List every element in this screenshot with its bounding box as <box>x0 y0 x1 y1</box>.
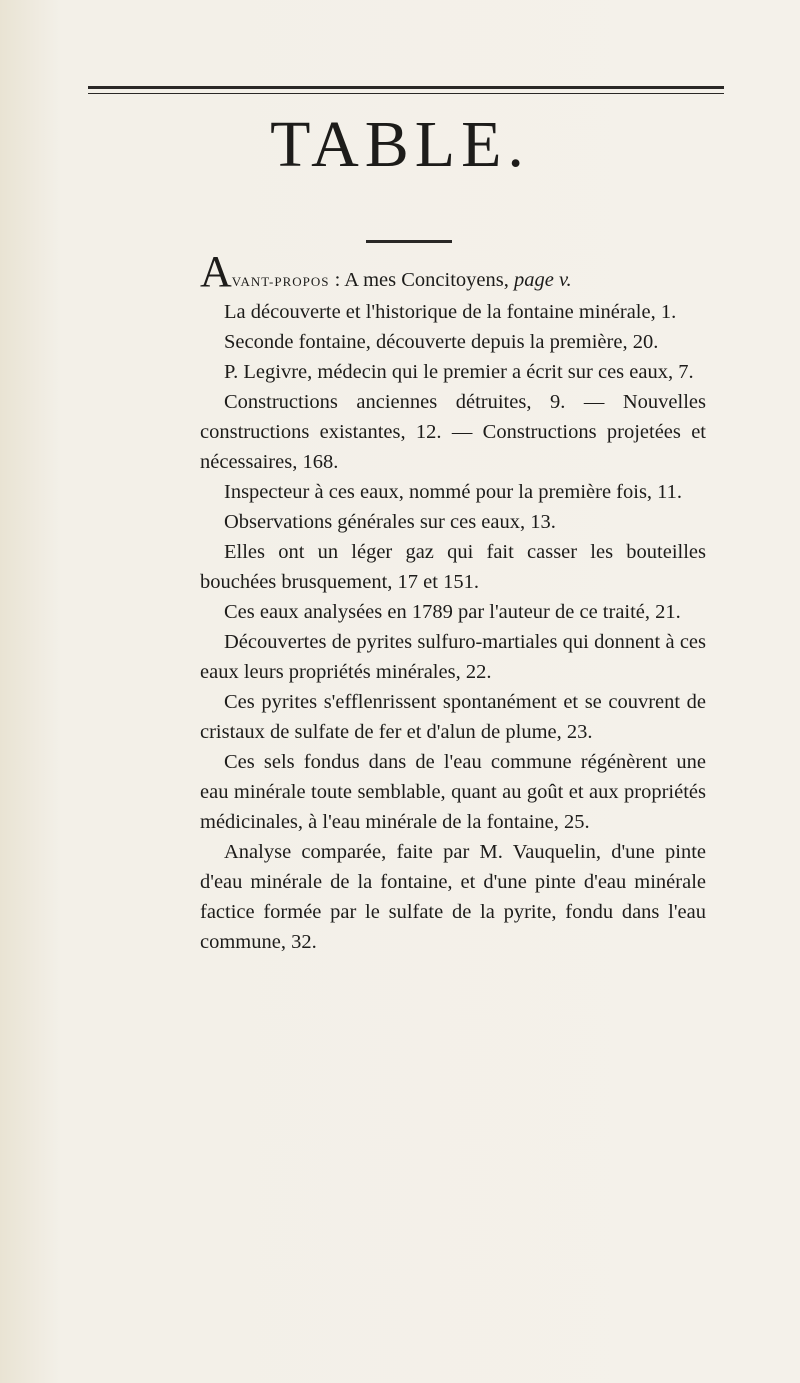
toc-entry: Elles ont un léger gaz qui fait casser les bouteilles bouchées brusquement, 17 et 151. <box>200 541 706 593</box>
toc-entry-avant-propos <box>200 247 706 297</box>
toc-entry: Constructions anciennes détruites, 9. — Nouvelles constructions existantes, 12. — Constructions projetées et nécessaires, 168. <box>200 391 706 473</box>
avant-propos-text: : A mes Concitoyens, <box>329 269 514 291</box>
avant-propos-label: VANT-PROPOS <box>231 274 330 289</box>
drop-cap: A <box>200 247 232 296</box>
toc-entry: Découvertes de pyrites sulfuro-martiales qui donnent à ces eaux leurs propriétés minérales, 22. <box>200 631 706 683</box>
toc-entry: Analyse comparée, faite par M. Vauquelin, d'une pinte d'eau minérale de la fontaine, et d'une pinte d'eau minérale factice formée par le sulfate de la pyrite, fondu dans l'eau commune, 32. <box>200 841 706 953</box>
toc-entry: Inspecteur à ces eaux, nommé pour la première fois, 11. <box>224 481 683 503</box>
avant-propos-page-ref: page v. <box>513 269 572 291</box>
toc-entry: P. Legivre, médecin qui le premier a écrit sur ces eaux, 7. <box>224 361 694 383</box>
toc-entry: Ces eaux analysées en 1789 par l'auteur de ce traité, 21. <box>224 601 681 623</box>
toc-entry: Ces pyrites s'efflenrissent spontanément et se couvrent de cristaux de sulfate de fer et d'alun de plume, 23. <box>200 691 706 743</box>
top-rule-thin <box>88 93 724 94</box>
page-title: TABLE. <box>270 108 530 181</box>
toc-entry: La découverte et l'historique de la fontaine minérale, 1. <box>224 301 677 323</box>
toc-entry: Ces sels fondus dans de l'eau commune régénèrent une eau minérale toute semblable, quant au goût et aux propriétés médicinales, à l'eau minérale de la fontaine, 25. <box>200 751 706 833</box>
toc-entry: Seconde fontaine, découverte depuis la première, 20. <box>224 331 659 353</box>
top-rule-thick <box>88 86 724 89</box>
table-of-contents <box>200 247 706 957</box>
title-underline <box>366 240 452 243</box>
toc-entry: Observations générales sur ces eaux, 13. <box>224 511 556 533</box>
